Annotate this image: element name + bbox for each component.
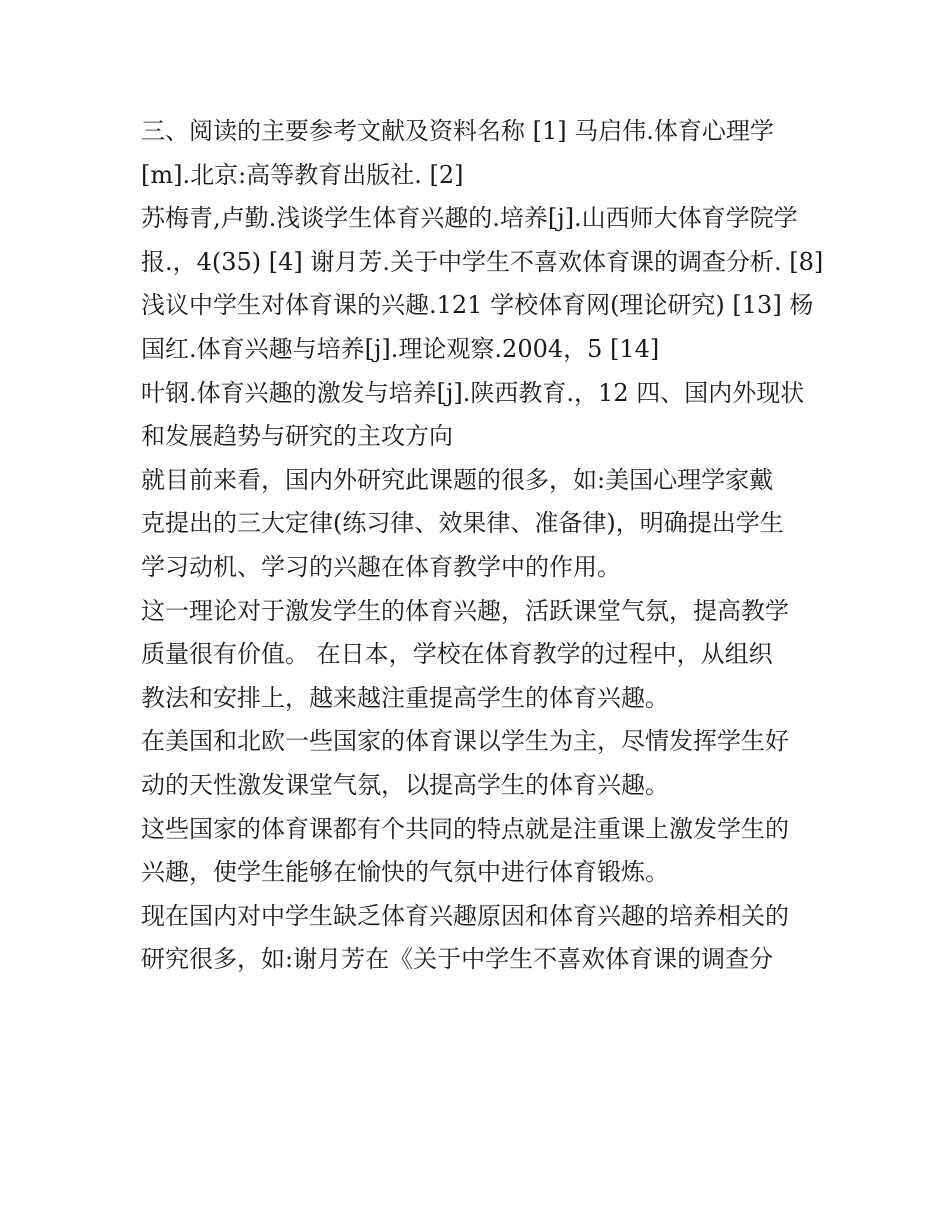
text-line-8: 和发展趋势与研究的主攻方向 (141, 422, 453, 451)
text-line-4: 报.，4(35) [4] 谢月芳.关于中学生不喜欢体育课的调查分析. [8] (141, 247, 824, 276)
text-line-7: 叶钢.体育兴趣的激发与培养[j].陕西教育.，12 四、国内外现状 (141, 378, 805, 407)
text-line-16: 动的天性激发课堂气氛，以提高学生的体育兴趣。 (141, 770, 669, 799)
text-line-11: 学习动机、学习的兴趣在体育教学中的作用。 (141, 552, 621, 581)
text-line-19: 现在国内对中学生缺乏体育兴趣原因和体育兴趣的培养相关的 (141, 901, 789, 930)
text-line-13: 质量很有价值。 在日本，学校在体育教学的过程中，从组织 (141, 640, 773, 669)
text-line-10: 克提出的三大定律(练习律、效果律、准备律)，明确提出学生 (141, 509, 784, 538)
document-body (141, 110, 824, 982)
text-line-15: 在美国和北欧一些国家的体育课以学生为主，尽情发挥学生好 (141, 727, 789, 756)
text-line-14: 教法和安排上，越来越注重提高学生的体育兴趣。 (141, 683, 669, 712)
text-line-12: 这一理论对于激发学生的体育兴趣，活跃课堂气氛，提高教学 (141, 596, 789, 625)
text-line-1: 三、阅读的主要参考文献及资料名称 [1] 马启伟.体育心理学 (141, 117, 774, 145)
text-line-6: 国红.体育兴趣与培养[j].理论观察.2004，5 [14] (141, 334, 660, 363)
text-line-17: 这些国家的体育课都有个共同的特点就是注重课上激发学生的 (141, 814, 789, 843)
text-line-3: 苏梅青,卢勤.浅谈学生体育兴趣的.培养[j].山西师大体育学院学 (141, 204, 798, 233)
text-line-9: 就目前来看，国内外研究此课题的很多，如:美国心理学家戴 (141, 465, 774, 494)
text-line-18: 兴趣，使学生能够在愉快的气氛中进行体育锻炼。 (141, 858, 669, 887)
text-line-5: 浅议中学生对体育课的兴趣.121 学校体育网(理论研究) [13] 杨 (141, 291, 814, 320)
text-line-20: 研究很多，如:谢月芳在《关于中学生不喜欢体育课的调查分 (141, 945, 774, 974)
text-line-2: [m].北京:高等教育出版社. [2] (141, 160, 464, 189)
